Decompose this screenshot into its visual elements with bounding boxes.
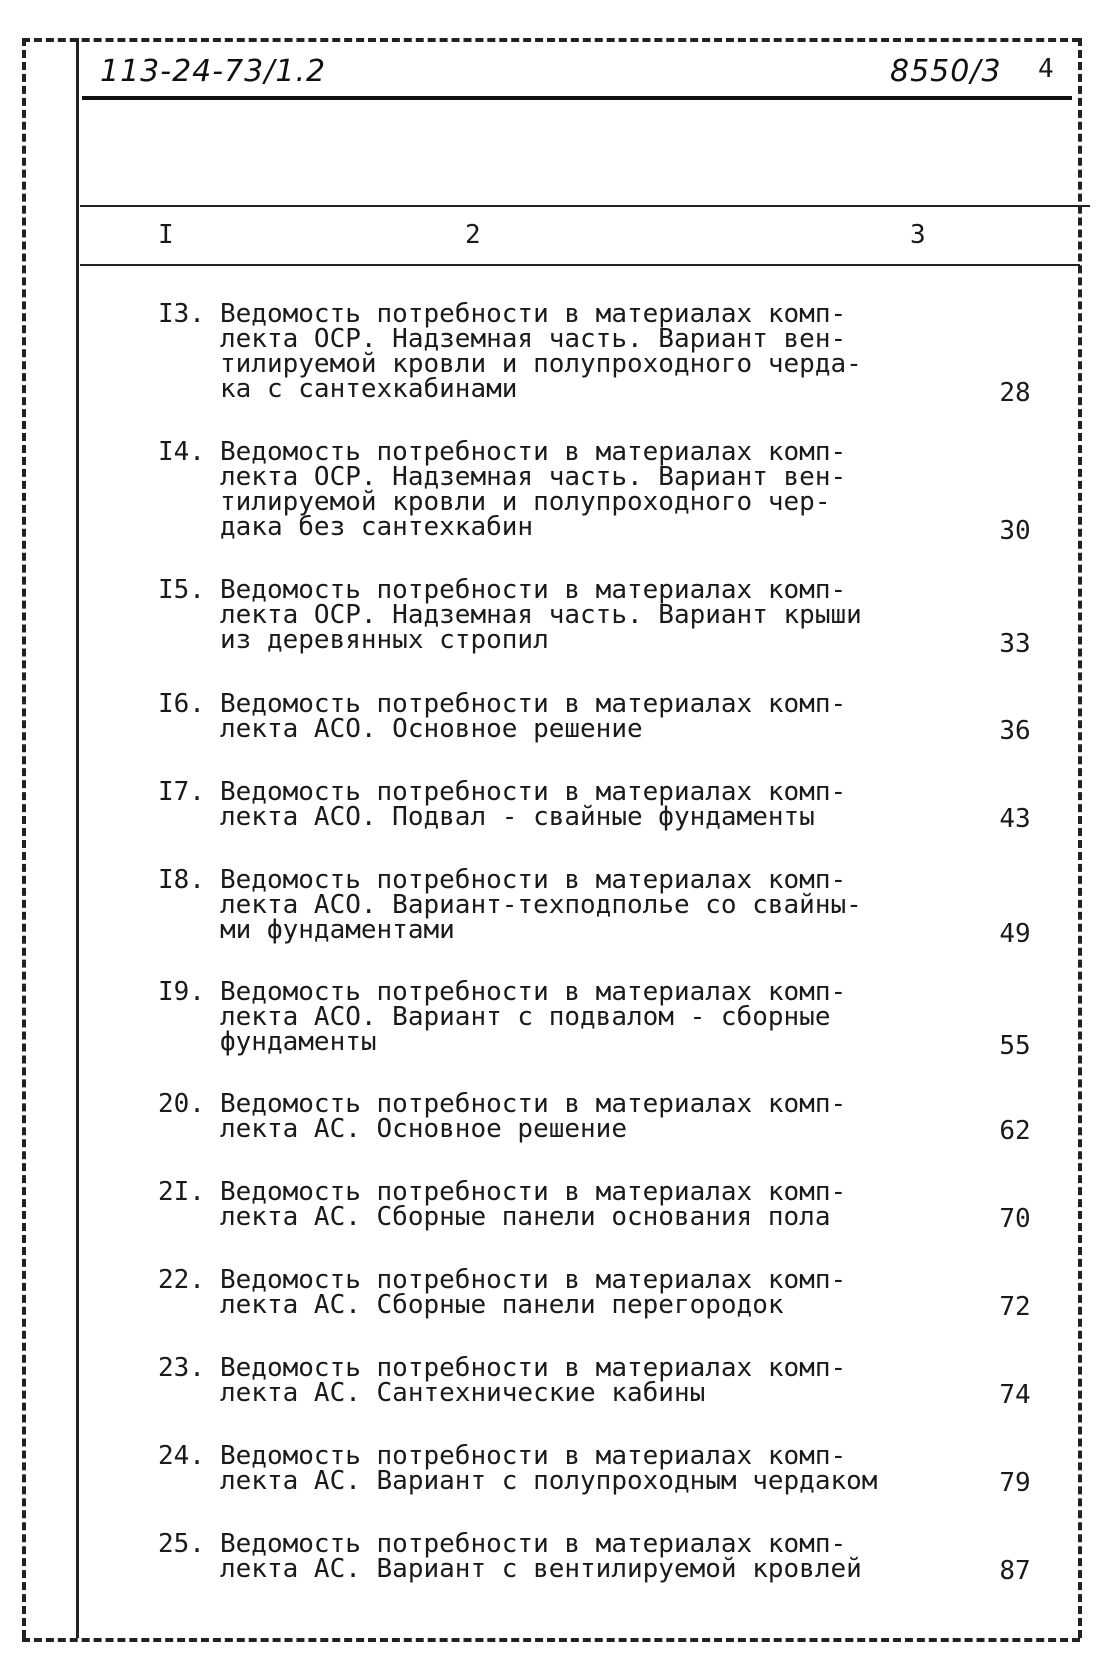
frame-border-top bbox=[22, 38, 1080, 42]
entry-page-number: 36 bbox=[999, 716, 1031, 746]
entry-number: 25. bbox=[158, 1529, 205, 1559]
entry-title: Ведомость потребности в материалах комп- лекта АС. Основное решение bbox=[220, 1089, 847, 1144]
entry-page-number: 28 bbox=[999, 378, 1031, 408]
entry-page-number: 49 bbox=[999, 919, 1031, 949]
entry-page-number: 79 bbox=[999, 1468, 1031, 1498]
entry-number: I4. bbox=[158, 437, 205, 467]
entry-number: 22. bbox=[158, 1265, 205, 1295]
frame-border-right bbox=[1078, 38, 1082, 1638]
entry-number: I5. bbox=[158, 575, 205, 605]
entry-number: 2I. bbox=[158, 1177, 205, 1207]
entry-number: 24. bbox=[158, 1441, 205, 1471]
table-top-rule bbox=[80, 205, 1090, 207]
entry-title: Ведомость потребности в материалах комп- лекта АСО. Основное решение bbox=[220, 689, 847, 744]
entry-number: 20. bbox=[158, 1089, 205, 1119]
entry-title: Ведомость потребности в материалах комп- лекта ОСР. Надземная часть. Вариант вен- тилируемой кровли и полупроходного чер- дака без сантехкабин bbox=[220, 437, 847, 542]
entry-title: Ведомость потребности в материалах комп- лекта АС. Сантехнические кабины bbox=[220, 1353, 847, 1408]
entry-page-number: 62 bbox=[999, 1116, 1031, 1146]
entry-title: Ведомость потребности в материалах комп- лекта АСО. Подвал - свайные фундаменты bbox=[220, 777, 847, 832]
entry-number: I8. bbox=[158, 865, 205, 895]
column-header-number: I bbox=[158, 220, 174, 250]
entry-number: I6. bbox=[158, 689, 205, 719]
binding-margin-line bbox=[76, 38, 79, 1638]
entry-number: I9. bbox=[158, 977, 205, 1007]
document-code: 113-24-73/1.2 bbox=[100, 54, 327, 89]
entry-title: Ведомость потребности в материалах комп- лекта АС. Сборные панели основания пола bbox=[220, 1177, 847, 1232]
entry-title: Ведомость потребности в материалах комп- лекта ОСР. Надземная часть. Вариант крыши из деревянных стропил bbox=[220, 575, 862, 655]
entry-page-number: 74 bbox=[999, 1380, 1031, 1410]
entry-page-number: 30 bbox=[999, 516, 1031, 546]
table-header-rule bbox=[80, 264, 1080, 266]
entry-title: Ведомость потребности в материалах комп- лекта АС. Вариант с полупроходным чердаком bbox=[220, 1441, 878, 1496]
frame-border-bottom bbox=[22, 1638, 1080, 1642]
entry-page-number: 87 bbox=[999, 1556, 1031, 1586]
column-header-title: 2 bbox=[465, 220, 481, 250]
entry-title: Ведомость потребности в материалах комп- лекта ОСР. Надземная часть. Вариант вен- тилируемой кровли и полупроходного черда- ка с сантехкабинами bbox=[220, 299, 862, 404]
sheet-code: 8550/3 bbox=[890, 54, 1002, 89]
entry-page-number: 43 bbox=[999, 804, 1031, 834]
entry-title: Ведомость потребности в материалах комп- лекта АС. Вариант с вентилируемой кровлей bbox=[220, 1529, 862, 1584]
entry-title: Ведомость потребности в материалах комп- лекта АС. Сборные панели перегородок bbox=[220, 1265, 847, 1320]
column-header-page: 3 bbox=[910, 220, 926, 250]
entry-page-number: 70 bbox=[999, 1204, 1031, 1234]
entry-title: Ведомость потребности в материалах комп- лекта АСО. Вариант с подвалом - сборные фундаменты bbox=[220, 977, 847, 1057]
frame-border-left bbox=[22, 38, 26, 1638]
header-rule bbox=[82, 96, 1072, 100]
page-number: 4 bbox=[1038, 54, 1054, 84]
entry-page-number: 55 bbox=[999, 1031, 1031, 1061]
entry-number: I3. bbox=[158, 299, 205, 329]
entry-title: Ведомость потребности в материалах комп- лекта АСО. Вариант-техподполье со свайны- ми фундаментами bbox=[220, 865, 862, 945]
entry-page-number: 33 bbox=[999, 629, 1031, 659]
entry-page-number: 72 bbox=[999, 1292, 1031, 1322]
entry-number: 23. bbox=[158, 1353, 205, 1383]
entry-number: I7. bbox=[158, 777, 205, 807]
